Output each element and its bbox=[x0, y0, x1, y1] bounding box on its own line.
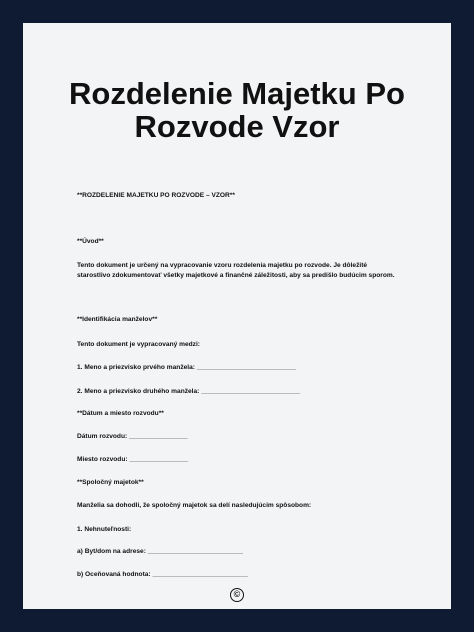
intro-paragraph: Tento dokument je určený na vypracovanie vzoru rozdelenia majetku po rozvode. Je dôležité starostlivo zdokumentovať všetky majetkové a finančné záležitosti, aby sa predišlo budúcim sporom. bbox=[77, 262, 395, 279]
intro-heading: **Úvod** bbox=[77, 238, 104, 245]
document-title: Rozdelenie Majetku Po Rozvode Vzor bbox=[69, 76, 405, 144]
assets-heading: **Spoločný majetok** bbox=[77, 479, 144, 486]
spouses-heading: **Identifikácia manželov** bbox=[77, 316, 158, 323]
value-field: b) Oceňovaná hodnota: __________________________ bbox=[77, 571, 248, 578]
divorce-date-field: Dátum rozvodu: ________________ bbox=[77, 433, 188, 440]
copyright-icon: © bbox=[230, 588, 244, 602]
assets-intro-text: Manželia sa dohodli, že spoločný majetok sa delí nasledujúcim spôsobom: bbox=[77, 502, 312, 509]
prepared-between-text: Tento dokument je vypracovaný medzi: bbox=[77, 341, 200, 348]
spouse2-field: 2. Meno a priezvisko druhého manžela: ___________________________ bbox=[77, 388, 301, 395]
document-heading: **ROZDELENIE MAJETKU PO ROZVODE – VZOR** bbox=[77, 192, 235, 199]
divorce-place-field: Miesto rozvodu: ________________ bbox=[77, 456, 189, 463]
flat-address-field: a) Byt/dom na adrese: __________________________ bbox=[77, 548, 244, 555]
divorce-heading: **Dátum a miesto rozvodu** bbox=[77, 410, 164, 417]
spouse1-field: 1. Meno a priezvisko prvého manžela: ___________________________ bbox=[77, 364, 296, 371]
real-estate-item: 1. Nehnuteľnosti: bbox=[77, 526, 132, 533]
document-page bbox=[23, 23, 451, 609]
